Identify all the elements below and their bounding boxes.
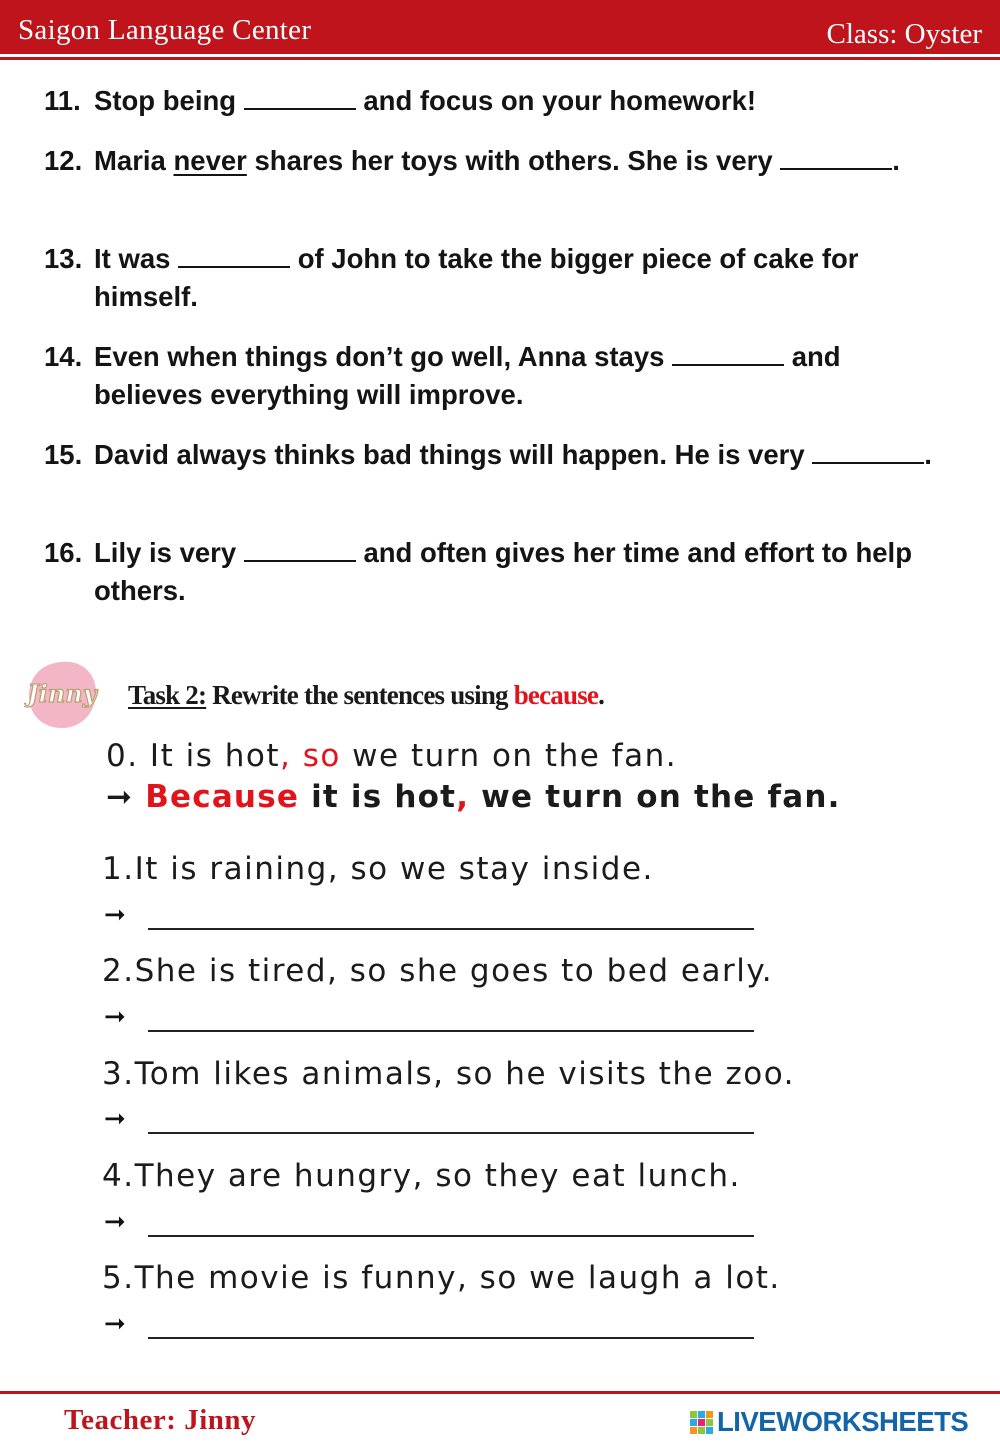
school-name: Saigon Language Center [18, 14, 312, 46]
svg-text:Jinny: Jinny [27, 679, 97, 708]
answer-blank[interactable] [780, 144, 892, 170]
answer-blank[interactable] [178, 242, 290, 268]
answer-line-2[interactable] [104, 1000, 754, 1040]
question-number: 13. [44, 243, 83, 274]
arrow-icon: ➞ [104, 1104, 126, 1134]
question-number: 16. [44, 537, 83, 568]
liveworksheets-icon [690, 1411, 714, 1435]
arrow-icon: ➞ [104, 1207, 126, 1237]
question-15: 15. David always thinks bad things will happen. He is very . [44, 436, 954, 474]
answer-line-1[interactable] [104, 898, 754, 938]
underlined-word: never [173, 145, 247, 176]
keyword-because: because [513, 680, 599, 710]
answer-line-4[interactable] [104, 1205, 754, 1245]
answer-line-5[interactable] [104, 1307, 754, 1347]
question-number: 15. [44, 439, 83, 470]
teacher-name: Teacher: Jinny [64, 1404, 257, 1436]
rewrite-item-2: 2.She is tired, so she goes to bed early. [102, 953, 774, 989]
answer-blank[interactable] [244, 84, 356, 110]
answer-line-3[interactable] [104, 1102, 754, 1142]
question-14: 14. Even when things don’t go well, Anna stays and believes everything will improve. [44, 338, 954, 414]
answer-blank[interactable] [672, 340, 784, 366]
header-divider [0, 57, 1000, 60]
page-header [0, 0, 1000, 54]
arrow-icon: ➞ [106, 779, 134, 815]
arrow-icon: ➞ [104, 1002, 126, 1032]
question-number: 12. [44, 145, 83, 176]
example-answer: ➞ Because it is hot, we turn on the fan. [106, 779, 841, 815]
arrow-icon: ➞ [104, 900, 126, 930]
question-number: 14. [44, 341, 83, 372]
question-11: 11. Stop being and focus on your homework! [44, 82, 954, 120]
answer-blank[interactable] [244, 536, 356, 562]
liveworksheets-logo [690, 1407, 990, 1441]
rewrite-item-3: 3.Tom likes animals, so he visits the zoo. [102, 1056, 796, 1092]
example-question: 0. It is hot, so we turn on the fan. [106, 738, 678, 774]
question-number: 11. [44, 85, 81, 116]
question-13: 13. It was of John to take the bigger piece of cake for himself. [44, 240, 954, 316]
rewrite-item-1: 1.It is raining, so we stay inside. [102, 851, 654, 887]
rewrite-item-4: 4.They are hungry, so they eat lunch. [102, 1158, 741, 1194]
task2-title: Task 2: Rewrite the sentences using because. [128, 680, 605, 710]
liveworksheets-brand: LIVEWORKSHEETS [717, 1406, 969, 1437]
question-12: 12. Maria never shares her toys with others. She is very . [44, 142, 954, 180]
question-16: 16. Lily is very and often gives her time and effort to help others. [44, 534, 954, 610]
class-label: Class: Oyster [826, 18, 982, 50]
answer-blank[interactable] [812, 438, 924, 464]
jinny-logo [24, 656, 100, 732]
footer-divider [0, 1391, 1000, 1394]
arrow-icon: ➞ [104, 1309, 126, 1339]
rewrite-item-5: 5.The movie is funny, so we laugh a lot. [102, 1260, 781, 1296]
